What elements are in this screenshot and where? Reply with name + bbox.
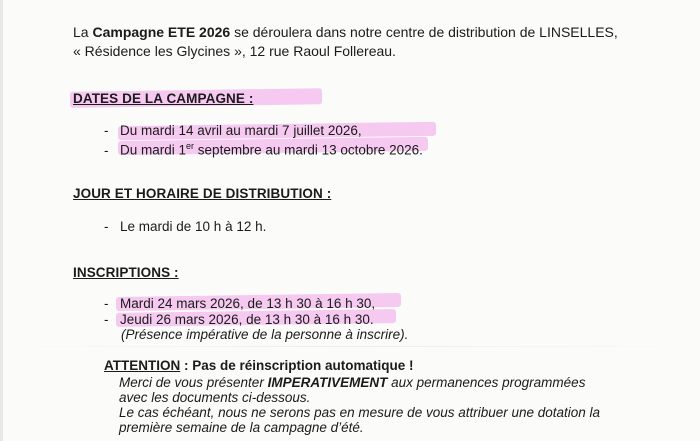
registration-item-2-text: Jeudi 26 mars 2026, de 13 h 30 à 16 h 30. — [120, 312, 374, 327]
dates-item-1 — [104, 122, 362, 139]
attention-line-3: Le cas échéant, nous ne serons pas en mesure de vous attribuer une dotation la — [119, 405, 601, 420]
bullet-dash: - — [104, 123, 109, 138]
paper-fold — [0, 346, 700, 347]
scan-edge — [0, 0, 3, 441]
bullet-dash: - — [104, 312, 109, 327]
attention-line-2: avec les documents ci-dessous. — [119, 390, 311, 405]
attention-line-1 — [119, 375, 585, 390]
registration-item-2 — [104, 311, 374, 328]
bullet-dash: - — [104, 142, 109, 158]
dates-heading: DATES DE LA CAMPAGNE : — [73, 91, 254, 106]
attention-line-1-post: aux permanences programmées — [387, 375, 586, 390]
dates-item-1-text: Du mardi 14 avril au mardi 7 juillet 2026, — [120, 123, 362, 138]
registration-note: (Présence impérative de la personne à inscrire). — [121, 327, 409, 342]
attention-label: ATTENTION — [104, 358, 181, 373]
registration-item-1-text: Mardi 24 mars 2026, de 13 h 30 à 16 h 30, — [120, 296, 376, 311]
schedule-item-1 — [104, 218, 266, 235]
dates-item-2-post: septembre au mardi 13 octobre 2026. — [194, 142, 423, 158]
dates-item-2-pre: Du mardi 1 — [120, 142, 187, 158]
dates-item-2-sup: er — [186, 141, 195, 151]
bullet-dash: - — [104, 219, 109, 234]
attention-line-1-strong: IMPERATIVEMENT — [267, 375, 388, 390]
bullet-dash: - — [104, 296, 109, 311]
intro-text-2: « Résidence les Glycines », 12 rue Raoul Follereau. — [73, 43, 396, 59]
intro-paragraph — [73, 23, 633, 61]
registration-heading: INSCRIPTIONS : — [73, 265, 179, 280]
schedule-heading: JOUR ET HORAIRE DE DISTRIBUTION : — [73, 186, 332, 201]
attention-line-4: première semaine de la campagne d’été. — [119, 420, 364, 435]
attention-title — [104, 358, 414, 373]
campaign-name: Campagne ETE 2026 — [92, 24, 231, 40]
dates-item-2 — [104, 138, 423, 159]
attention-line-1-pre: Merci de vous présenter — [119, 375, 268, 390]
intro-prefix: La — [73, 24, 93, 40]
schedule-item-1-text: Le mardi de 10 h à 12 h. — [120, 219, 267, 234]
attention-title-text: : Pas de réinscription automatique ! — [180, 358, 414, 373]
intro-text-1: se déroulera dans notre centre de distribution de LINSELLES, — [230, 24, 618, 40]
